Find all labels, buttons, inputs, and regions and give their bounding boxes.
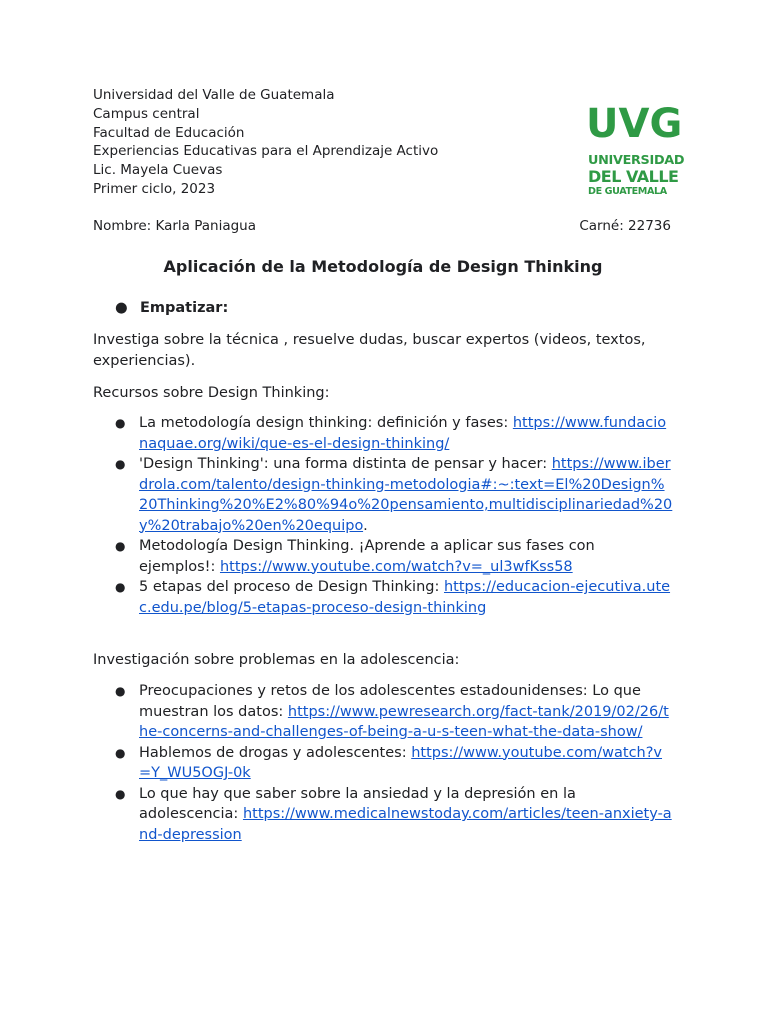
list-item (93, 681, 673, 743)
logo-line-del-valle: DEL VALLE (588, 167, 679, 186)
bullet-dot: ● (115, 745, 126, 760)
list-item-text: Hablemos de drogas y adolescentes: (139, 744, 412, 761)
list-item (93, 454, 673, 536)
list-item-text: La metodología design thinking: definición y fases: (139, 415, 513, 431)
list-item-text: 'Design Thinking': una forma distinta de pensar y hacer: (139, 456, 552, 472)
bullet-dot: ● (115, 457, 126, 471)
bullet-dot: ● (115, 539, 126, 553)
resources-heading: Recursos sobre Design Thinking: (93, 385, 330, 401)
list-item-text: Metodología Design Thinking. ¡Aprende a aplicar sus fases con ejemplos!: (139, 538, 595, 575)
bullet-dot: ● (115, 300, 128, 316)
list-item-suffix: . (363, 517, 368, 534)
header-university: Universidad del Valle de Guatemala (93, 87, 335, 103)
bullet-dot: ● (115, 580, 126, 594)
resource-link[interactable]: https://educacion-ejecutiva.utec.edu.pe/blog/5-etapas-proceso-design-thinking (139, 579, 671, 616)
research-list (93, 681, 673, 845)
list-item-text: 5 etapas del proceso de Design Thinking: (139, 579, 444, 595)
student-name: Nombre: Karla Paniagua (93, 218, 257, 234)
resource-link[interactable]: https://www.youtube.com/watch?v=Y_WU5OGJ-0k (139, 744, 663, 781)
logo-line-de-guatemala: DE GUATEMALA (588, 186, 667, 197)
header-term: Primer ciclo, 2023 (93, 180, 216, 197)
logo-line-universidad: UNIVERSIDAD (588, 153, 685, 168)
resource-link[interactable]: https://www.youtube.com/watch?v=_ul3wfKss58 (219, 558, 573, 575)
header-faculty: Facultad de Educación (93, 124, 245, 141)
logo-acronym: UVG (586, 101, 683, 147)
resource-link[interactable]: https://www.fundacionaquae.org/wiki/que-es-el-design-thinking/ (139, 415, 667, 452)
uvg-logo (586, 101, 690, 197)
list-item (93, 743, 673, 784)
section-empatizar (115, 298, 229, 318)
bullet-dot: ● (115, 684, 126, 698)
section-label: Empatizar: (140, 300, 229, 316)
bullet-dot: ● (115, 786, 126, 801)
list-item-text: Preocupaciones y retos de los adolescentes estadounidenses: Lo que muestran los datos: (139, 683, 641, 720)
header-campus: Campus central (93, 105, 200, 122)
header-course: Experiencias Educativas para el Aprendizaje Activo (93, 143, 439, 160)
research-heading: Investigación sobre problemas en la adolescencia: (93, 652, 460, 668)
list-item (93, 784, 673, 846)
list-item (93, 536, 673, 577)
bullet-dot: ● (115, 416, 126, 430)
document-title: Aplicación de la Metodología de Design Thinking (163, 257, 603, 276)
resource-link[interactable]: https://www.pewresearch.org/fact-tank/2019/02/26/the-concerns-and-challenges-of-being-a-u-s-teen-what-the-data-show/ (139, 703, 669, 740)
institution-header (93, 86, 438, 199)
resource-link[interactable]: https://www.iberdrola.com/talento/design-thinking-metodologia#:~:text=El%20Design%20Thinking%20%E2%80%94o%20pensamiento,multidisciplinariedad%20y%20trabajo%20en%20equipo (139, 456, 673, 534)
header-instructor: Lic. Mayela Cuevas (93, 162, 223, 179)
resource-link[interactable]: https://www.medicalnewstoday.com/articles/teen-anxiety-and-depression (139, 806, 672, 843)
list-item (93, 577, 673, 618)
resources-list (93, 413, 673, 618)
student-carne: Carné: 22736 (579, 218, 671, 234)
list-item-text: Lo que hay que saber sobre la ansiedad y la depresión en la adolescencia: (139, 785, 576, 822)
intro-paragraph: Investiga sobre la técnica , resuelve dudas, buscar expertos (videos, textos, experiencias). (93, 332, 646, 369)
list-item (93, 413, 673, 454)
